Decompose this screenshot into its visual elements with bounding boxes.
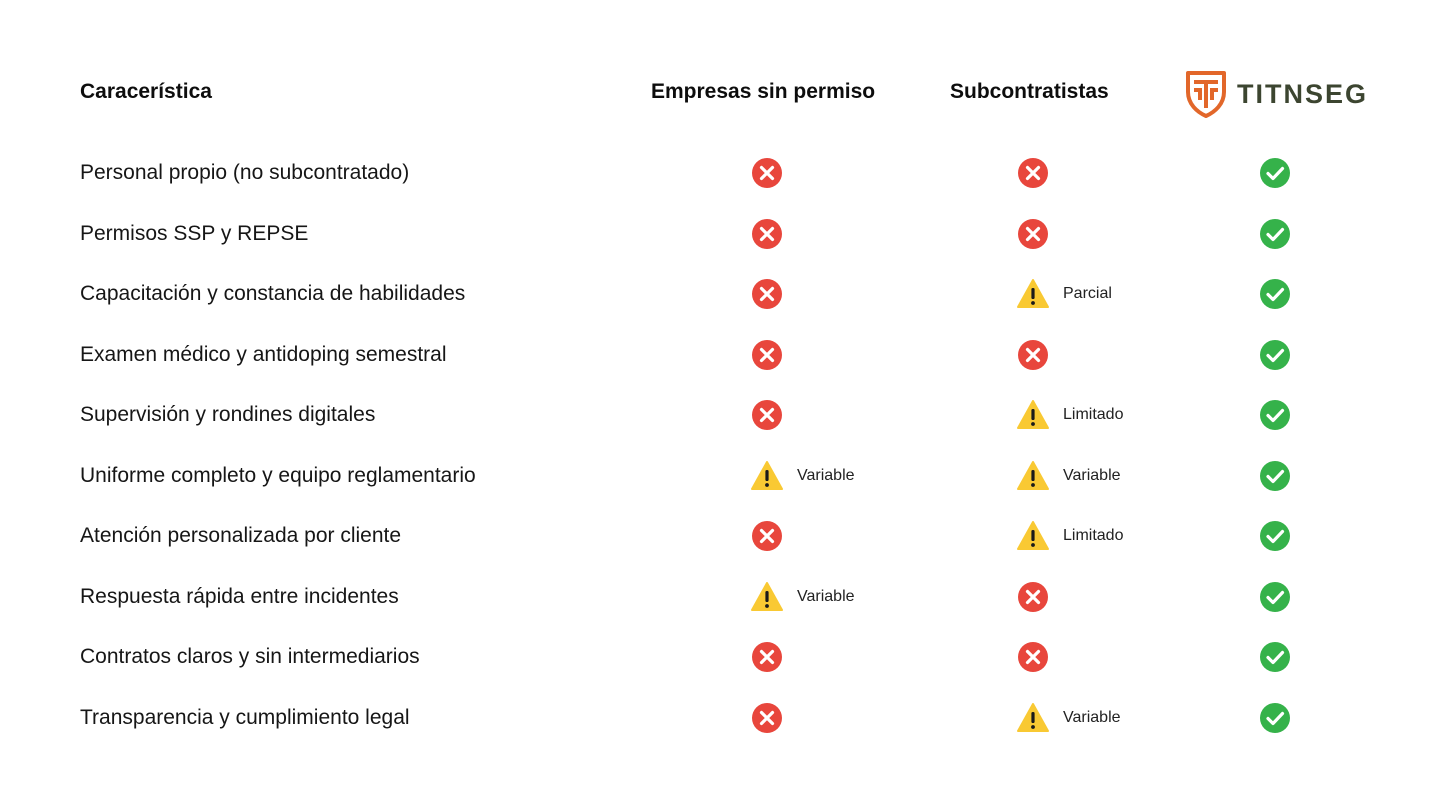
check-circle-icon [1258,701,1292,735]
cell-subcontratistas [1016,274,1112,314]
check-circle-icon [1258,277,1292,311]
table-row [0,577,1440,617]
check-circle-icon [1258,640,1292,674]
table-row [0,335,1440,375]
check-circle-icon [1258,217,1292,251]
x-circle-icon [750,701,784,735]
cell-titnseg [1258,577,1292,617]
cell-empresas-sin-permiso [750,637,784,677]
cell-titnseg [1258,153,1292,193]
cell-empresas-sin-permiso [750,153,784,193]
cell-titnseg [1258,274,1292,314]
cell-titnseg [1258,637,1292,677]
cell-titnseg [1258,456,1292,496]
cell-empresas-sin-permiso [750,214,784,254]
x-circle-icon [1016,217,1050,251]
cell-titnseg [1258,335,1292,375]
status-note: Variable [797,467,855,484]
cell-empresas-sin-permiso [750,516,784,556]
cell-empresas-sin-permiso [750,698,784,738]
check-circle-icon [1258,580,1292,614]
x-circle-icon [750,277,784,311]
feature-label: Uniforme completo y equipo reglamentario [80,464,476,487]
cell-titnseg [1258,516,1292,556]
cell-empresas-sin-permiso [750,335,784,375]
shield-logo-icon [1185,70,1227,118]
feature-label: Supervisión y rondines digitales [80,403,376,426]
warning-triangle-icon [750,580,784,614]
check-circle-icon [1258,459,1292,493]
x-circle-icon [750,156,784,190]
table-row [0,516,1440,556]
x-circle-icon [750,338,784,372]
column-header-empresas-sin-permiso: Empresas sin permiso [651,80,876,103]
feature-label: Personal propio (no subcontratado) [80,161,410,184]
feature-label: Contratos claros y sin intermediarios [80,645,420,668]
cell-subcontratistas [1016,335,1050,375]
check-circle-icon [1258,338,1292,372]
status-note: Variable [797,588,855,605]
status-note: Variable [1063,467,1121,484]
cell-subcontratistas [1016,516,1123,556]
status-note: Parcial [1063,285,1112,302]
cell-subcontratistas [1016,456,1121,496]
table-row [0,395,1440,435]
warning-triangle-icon [1016,398,1050,432]
cell-empresas-sin-permiso [750,577,855,617]
table-row [0,274,1440,314]
feature-label: Examen médico y antidoping semestral [80,343,447,366]
brand-logo [1185,70,1368,118]
status-note: Limitado [1063,527,1124,544]
x-circle-icon [750,217,784,251]
cell-subcontratistas [1016,698,1121,738]
warning-triangle-icon [1016,519,1050,553]
warning-triangle-icon [1016,701,1050,735]
warning-triangle-icon [750,459,784,493]
cell-subcontratistas [1016,637,1050,677]
status-note: Limitado [1063,406,1124,423]
x-circle-icon [1016,156,1050,190]
cell-titnseg [1258,395,1292,435]
status-note: Variable [1063,709,1121,726]
x-circle-icon [750,398,784,432]
check-circle-icon [1258,156,1292,190]
cell-empresas-sin-permiso [750,456,855,496]
feature-label: Atención personalizada por cliente [80,524,402,547]
cell-subcontratistas [1016,577,1050,617]
x-circle-icon [750,519,784,553]
table-row [0,637,1440,677]
column-header-feature: Caracerística [80,80,212,103]
table-row [0,698,1440,738]
feature-label: Permisos SSP y REPSE [80,222,309,245]
table-header [0,70,1440,120]
x-circle-icon [1016,640,1050,674]
feature-label: Transparencia y cumplimiento legal [80,706,410,729]
column-header-subcontratistas: Subcontratistas [950,80,1109,103]
cell-subcontratistas [1016,214,1050,254]
feature-label: Respuesta rápida entre incidentes [80,585,399,608]
warning-triangle-icon [1016,459,1050,493]
table-row [0,153,1440,193]
cell-empresas-sin-permiso [750,395,784,435]
check-circle-icon [1258,519,1292,553]
x-circle-icon [1016,580,1050,614]
table-row [0,456,1440,496]
check-circle-icon [1258,398,1292,432]
feature-label: Capacitación y constancia de habilidades [80,282,466,305]
brand-name: TITNSEG [1237,78,1369,109]
cell-subcontratistas [1016,153,1050,193]
cell-titnseg [1258,698,1292,738]
cell-empresas-sin-permiso [750,274,784,314]
cell-subcontratistas [1016,395,1123,435]
warning-triangle-icon [1016,277,1050,311]
x-circle-icon [750,640,784,674]
table-row [0,214,1440,254]
cell-titnseg [1258,214,1292,254]
x-circle-icon [1016,338,1050,372]
